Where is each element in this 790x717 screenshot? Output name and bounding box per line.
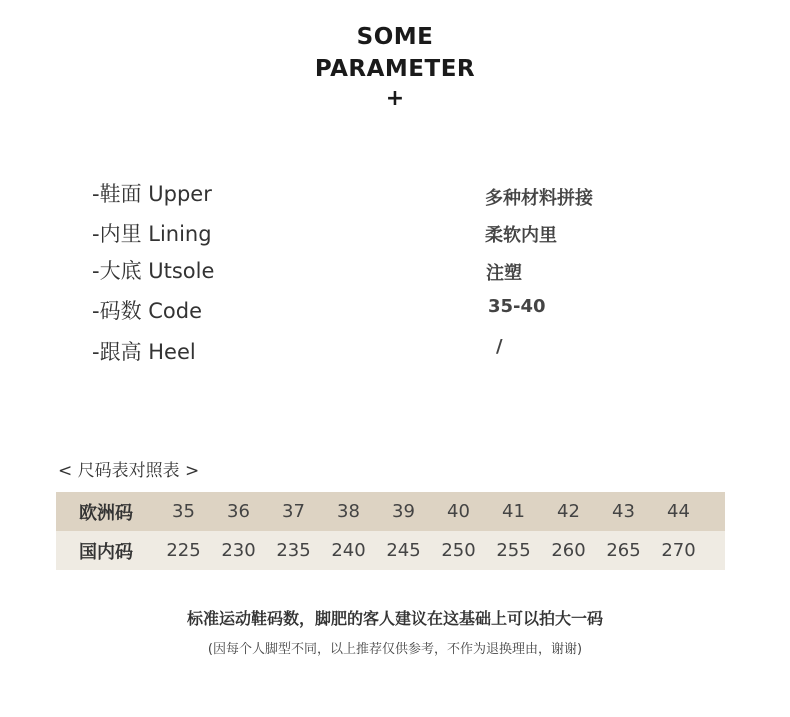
row-label-cn: 国内码 (79, 541, 133, 563)
param-label-upper: -鞋面 Upper (92, 182, 212, 206)
size-chart-table (56, 492, 725, 570)
size-chart-title: < 尺码表对照表 > (58, 461, 200, 481)
param-label-lining: -内里 Lining (92, 222, 212, 246)
eu-size-cell: 38 (337, 501, 360, 522)
size-advice-note: 标准运动鞋码数，脚肥的客人建议在这基础上可以拍大一码 (186, 609, 603, 628)
plus-icon: + (385, 86, 405, 111)
param-value-sole: 注塑 (486, 263, 522, 284)
eu-size-cell: 41 (502, 501, 525, 522)
cn-size-cell: 270 (661, 540, 696, 561)
param-value-heel: / (496, 336, 503, 357)
table-row-cn (56, 531, 725, 570)
cn-size-cell: 240 (331, 540, 366, 561)
eu-size-cell: 36 (227, 501, 250, 522)
row-spacer (706, 492, 725, 531)
eu-size-cell: 43 (612, 501, 635, 522)
param-value-code: 35-40 (488, 296, 546, 317)
cn-size-cell: 255 (496, 540, 531, 561)
cn-size-cell: 250 (441, 540, 476, 561)
cn-size-cell: 230 (221, 540, 256, 561)
param-value-lining: 柔软内里 (485, 225, 557, 246)
row-label-eu: 欧洲码 (79, 502, 133, 524)
table-row-eu (56, 492, 725, 531)
param-value-upper: 多种材料拼接 (485, 188, 593, 209)
eu-size-cell: 37 (282, 501, 305, 522)
header-title-line1: SOME (356, 24, 434, 50)
cn-size-cell: 260 (551, 540, 586, 561)
cn-size-cell: 225 (166, 540, 201, 561)
param-label-code: -码数 Code (92, 299, 203, 323)
eu-size-cell: 35 (172, 501, 195, 522)
eu-size-cell: 44 (667, 501, 690, 522)
eu-size-cell: 42 (557, 501, 580, 522)
cn-size-cell: 245 (386, 540, 421, 561)
eu-size-cell: 39 (392, 501, 415, 522)
size-disclaimer-note: (因每个人脚型不同，以上推荐仅供参考，不作为退换理由，谢谢) (207, 642, 583, 657)
header-title-line2: PARAMETER (314, 56, 476, 82)
row-spacer (706, 531, 725, 570)
param-label-heel: -跟高 Heel (92, 340, 196, 364)
eu-size-cell: 40 (447, 501, 470, 522)
param-label-sole: -大底 Utsole (92, 259, 215, 283)
cn-size-cell: 265 (606, 540, 641, 561)
cn-size-cell: 235 (276, 540, 311, 561)
